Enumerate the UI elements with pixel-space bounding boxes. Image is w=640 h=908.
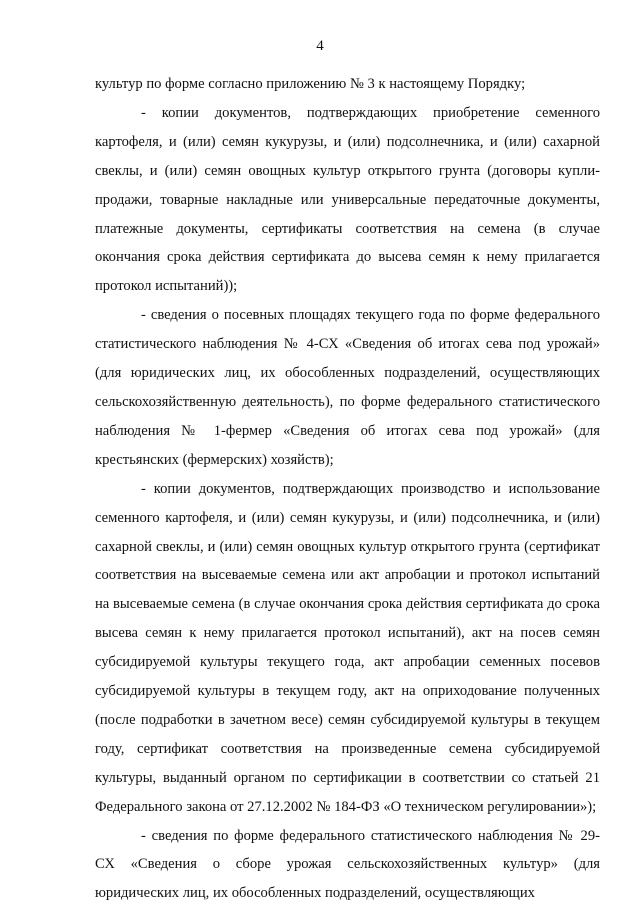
page-number: 4 bbox=[316, 38, 324, 54]
paragraph-continuation: культур по форме согласно приложению № 3 к настоящему Порядку; bbox=[95, 76, 526, 92]
paragraph-seed-purchase-documents: - копии документов, подтверждающих приобретение семенного картофеля, и (или) семян кукурузы, и (или) подсолнечника, и (или) сахарной свеклы, и (или) семян овощных культур открытого грунта (договоры купли-продажи, товарные накладные или универсальные передаточные документы, платежные документы, сертификаты соответствия на семена (в случае окончания срока действия сертификата до высева семян к нему прилагается протокол испытаний)); bbox=[95, 104, 600, 295]
paragraph-seed-production-documents: - копии документов, подтверждающих производство и использование семенного картофеля, и (или) семян кукурузы, и (или) подсолнечника, и (или) сахарной свеклы, и (или) семян овощных культур открытого грунта (сертификат соответствия на высеваемые семена или акт апробации и протокол испытаний на высеваемые семена (в случае окончания срока действия сертификата до срока высева семян к нему прилагается протокол испытаний), акт на посев семян субсидируемой культуры текущего года, акт апробации семенных посевов субсидируемой культуры в текущем году, акт на оприходование полученных (после подработки в зачетном весе) семян субсидируемой культуры в текущем году, сертификат соответствия на произведенные семена субсидируемой культуры, выданный органом по сертификации в соответствии со статьей 21 Федерального закона от 27.12.2002 № 184-ФЗ «О техническом регулировании»); bbox=[95, 480, 600, 815]
paragraph-harvest-info: - сведения по форме федерального статистического наблюдения № 29-СХ «Сведения о сборе урожая сельскохозяйственных культур» (для юридических лиц, их обособленных подразделений, осуществляющих bbox=[95, 827, 600, 902]
document-body bbox=[95, 70, 600, 908]
paragraph-sowing-area-info: - сведения о посевных площадях текущего года по форме федерального статистического наблюдения № 4-СХ «Сведения об итогах сева под урожай» (для юридических лиц, их обособленных подразделений, осуществляющих сельскохозяйственную деятельность), по форме федерального статистического наблюдения № 1-фермер «Сведения об итогах сева под урожай» (для крестьянских (фермерских) хозяйств); bbox=[95, 307, 600, 468]
